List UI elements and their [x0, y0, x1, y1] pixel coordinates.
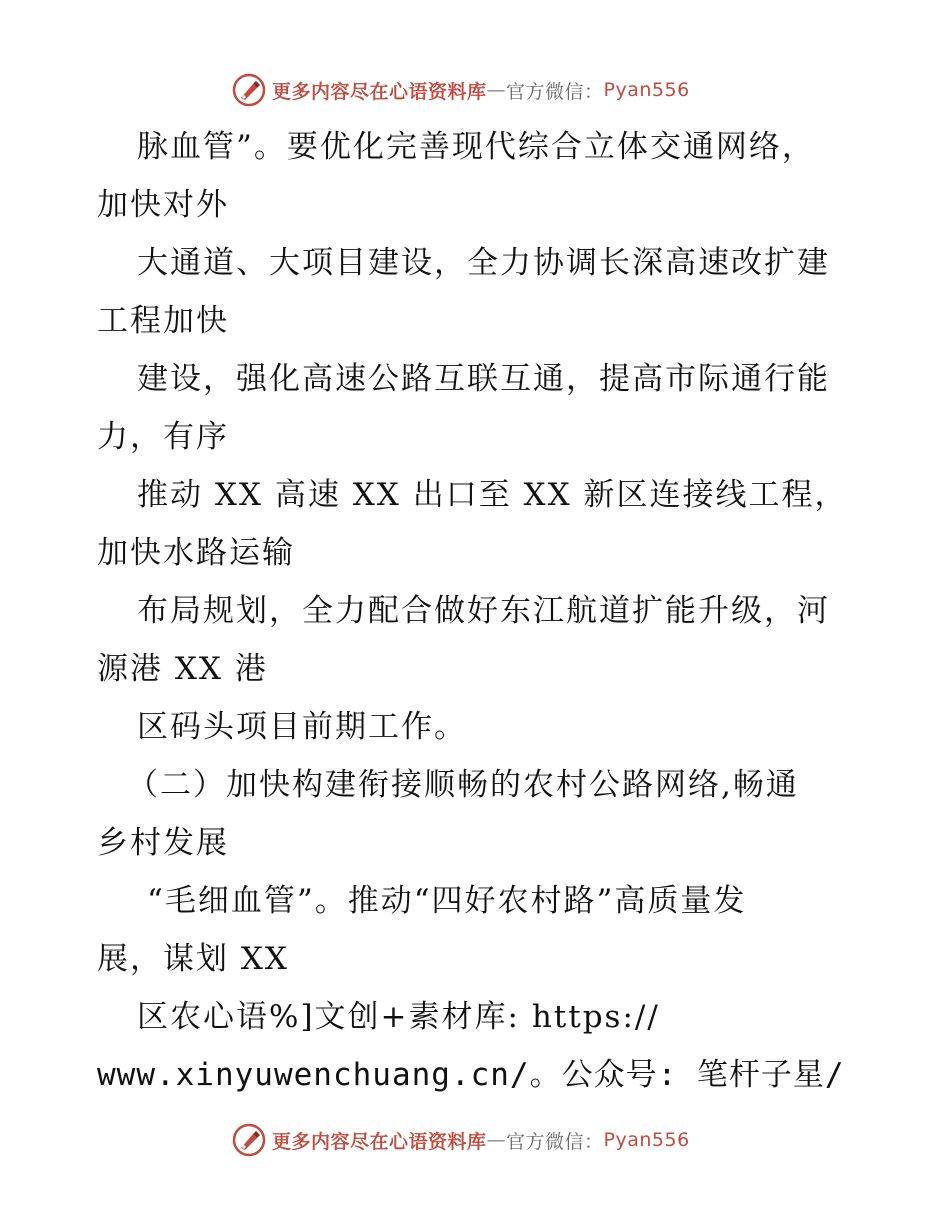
watermark-wechat-id: Pyan556 [603, 79, 690, 101]
text-line: 加快对外 [97, 187, 229, 223]
text-line: 乡村发展 [97, 825, 229, 861]
text-line: 加快水路运输 [97, 535, 295, 571]
document-body [97, 118, 857, 1104]
text-line: 大通道、大项目建设，全力协调长深高速改扩建 [137, 245, 830, 281]
pen-nib-logo-icon [232, 1123, 266, 1157]
footer-watermark-banner [232, 1122, 690, 1158]
text-line: （二）加快构建衔接顺畅的农村公路网络,畅通 [127, 767, 799, 803]
text-line: 源港 XX 港 [97, 651, 268, 687]
text-line: 力，有序 [97, 419, 229, 455]
text-line: 区农心语%]文创+素材库: https:// [137, 999, 660, 1035]
watermark-dash: — [486, 79, 507, 101]
pen-nib-logo-icon [232, 73, 266, 107]
watermark-main-text: 更多内容尽在心语资料库 [272, 80, 487, 103]
watermark-main-text: 更多内容尽在心语资料库 [272, 1130, 487, 1153]
text-line: 工程加快 [97, 303, 229, 339]
watermark-sub-text: 官方微信： [506, 80, 604, 103]
text-line: 建设，强化高速公路互联互通，提高市际通行能 [137, 361, 830, 397]
watermark-wechat-id: Pyan556 [603, 1129, 690, 1151]
text-line: 布局规划，全力配合做好东江航道扩能升级，河 [137, 593, 830, 629]
header-watermark-banner [232, 72, 690, 108]
text-line: 展，谋划 XX [97, 941, 289, 977]
text-line: 区码头项目前期工作。 [137, 709, 467, 745]
text-line: “毛细血管”。推动“四好农村路”高质量发 [147, 883, 747, 919]
text-line: 推动 XX 高速 XX 出口至 XX 新区连接线工程， [137, 477, 848, 513]
text-line: 脉血管”。要优化完善现代综合立体交通网络， [137, 129, 815, 165]
watermark-dash: — [486, 1129, 507, 1151]
watermark-sub-text: 官方微信： [506, 1130, 604, 1153]
text-line: www.xinyuwenchuang.cn/。公众号: 笔杆子星/ [97, 1057, 845, 1093]
